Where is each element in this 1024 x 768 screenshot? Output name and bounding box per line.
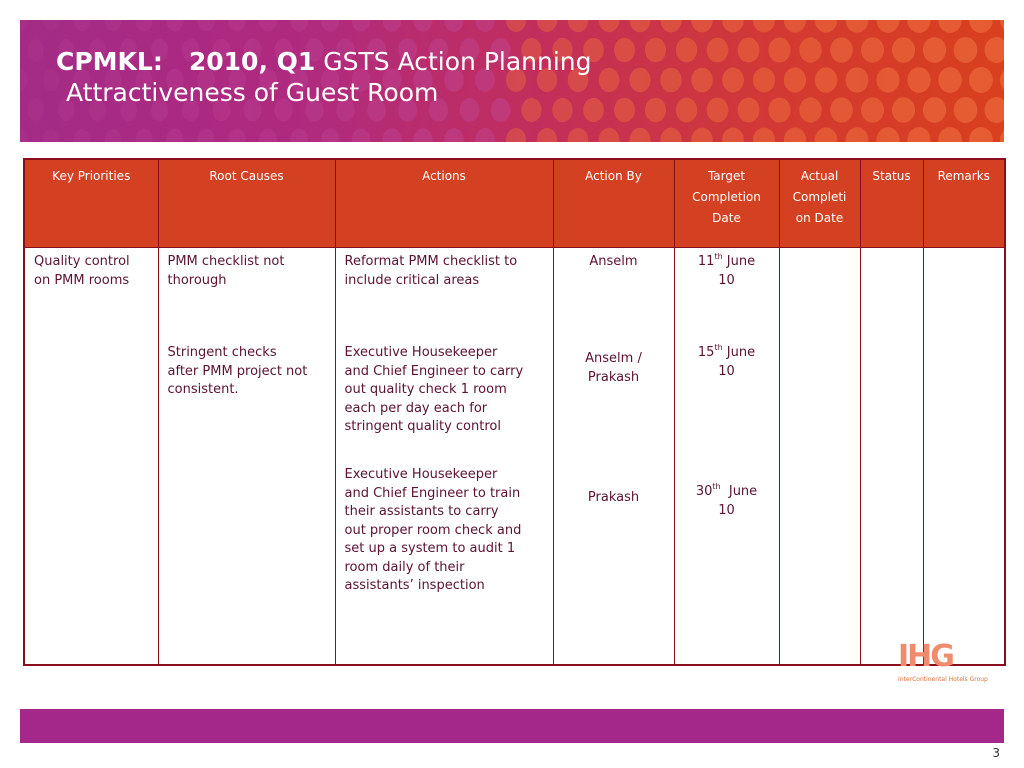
banner-oval bbox=[799, 97, 821, 122]
banner-oval bbox=[197, 20, 215, 31]
banner-oval bbox=[784, 67, 806, 92]
banner-oval bbox=[876, 127, 899, 142]
text-line: include critical areas bbox=[344, 272, 480, 288]
banner-oval bbox=[228, 20, 246, 31]
banner-oval bbox=[629, 68, 650, 93]
text-line: PMM checklist not bbox=[167, 254, 285, 269]
banner-oval bbox=[290, 20, 308, 32]
banner-oval bbox=[954, 97, 978, 123]
banner-oval bbox=[599, 128, 620, 142]
title-line-1 bbox=[56, 46, 592, 78]
banner-oval bbox=[815, 20, 838, 33]
banner-oval bbox=[475, 128, 495, 142]
banner-oval bbox=[738, 98, 760, 123]
banner-oval bbox=[413, 20, 432, 32]
banner-oval bbox=[768, 97, 790, 122]
banner-oval bbox=[753, 127, 775, 142]
date-year: 10 bbox=[718, 272, 735, 288]
banner-oval bbox=[768, 37, 790, 62]
banner-oval bbox=[27, 99, 43, 121]
banner-oval bbox=[352, 20, 371, 32]
header-target-line: Target bbox=[707, 169, 746, 183]
header-actual-line: Completi bbox=[792, 190, 847, 204]
banner-oval bbox=[599, 68, 620, 92]
banner-oval bbox=[892, 37, 915, 63]
banner-oval bbox=[660, 128, 681, 142]
date-suffix: th bbox=[714, 343, 723, 352]
banner-oval bbox=[830, 97, 853, 122]
banner-oval bbox=[259, 20, 277, 32]
cell-target-dates bbox=[674, 248, 779, 666]
action-by-1 bbox=[558, 253, 670, 272]
date-month: June bbox=[726, 345, 756, 360]
title-bold-2: 2010, Q1 bbox=[188, 47, 316, 76]
banner-oval bbox=[537, 128, 557, 142]
banner-oval bbox=[20, 20, 28, 31]
banner-oval bbox=[876, 67, 899, 93]
banner-oval bbox=[985, 37, 1004, 63]
title-normal: GSTS Action Planning bbox=[323, 47, 592, 76]
title-subtitle: Attractiveness of Guest Room bbox=[66, 78, 439, 107]
banner-oval bbox=[166, 129, 183, 142]
banner-oval bbox=[1000, 20, 1004, 33]
banner-oval bbox=[691, 128, 713, 142]
text-line: Executive Housekeeper bbox=[344, 467, 498, 482]
date-suffix: th bbox=[714, 252, 723, 261]
banner-oval bbox=[907, 20, 930, 33]
text-line: Anselm bbox=[589, 254, 638, 269]
header-action-by: Action By bbox=[553, 159, 674, 248]
key-priority-text bbox=[34, 253, 152, 290]
banner-oval bbox=[815, 127, 838, 142]
banner-oval bbox=[676, 98, 697, 123]
cell-root-causes bbox=[158, 248, 335, 666]
banner-oval bbox=[105, 20, 122, 31]
banner-oval bbox=[876, 20, 899, 33]
banner-oval bbox=[784, 20, 806, 33]
date-month: June bbox=[726, 254, 756, 269]
banner-oval bbox=[645, 38, 666, 63]
date-year: 10 bbox=[718, 363, 735, 379]
banner-oval bbox=[938, 20, 962, 33]
text-line: Prakash bbox=[587, 369, 640, 385]
banner-oval bbox=[506, 128, 526, 142]
banner-oval bbox=[74, 20, 91, 31]
banner-oval bbox=[707, 38, 729, 63]
date-year: 10 bbox=[718, 502, 735, 518]
banner-oval bbox=[938, 127, 962, 142]
banner-oval bbox=[691, 68, 713, 93]
banner-oval bbox=[938, 67, 962, 93]
header-root-causes: Root Causes bbox=[158, 159, 335, 248]
text-line: after PMM project not bbox=[167, 363, 308, 379]
table-header-row bbox=[24, 159, 1005, 248]
banner-oval bbox=[969, 67, 993, 93]
banner-oval bbox=[707, 98, 729, 123]
date-month: June bbox=[728, 484, 758, 499]
banner-oval bbox=[969, 20, 993, 33]
banner-oval bbox=[722, 68, 744, 93]
banner-oval bbox=[27, 39, 43, 61]
action-by-2 bbox=[558, 350, 670, 387]
banner-oval bbox=[537, 20, 557, 32]
banner-oval bbox=[722, 20, 744, 32]
banner-oval bbox=[135, 20, 152, 31]
cell-key-priority bbox=[24, 248, 158, 666]
header-target-completion bbox=[674, 159, 779, 248]
text-line: out proper room check and bbox=[344, 522, 522, 538]
text-line: Reformat PMM checklist to bbox=[344, 254, 518, 269]
banner-oval bbox=[907, 67, 930, 93]
banner-oval bbox=[799, 37, 821, 62]
banner-oval bbox=[629, 20, 650, 32]
banner-oval bbox=[614, 38, 635, 62]
banner-oval bbox=[784, 127, 806, 142]
banner-oval bbox=[382, 128, 401, 142]
ihg-logo bbox=[898, 639, 994, 686]
banner-oval bbox=[135, 129, 152, 142]
banner-oval bbox=[43, 129, 59, 142]
text-line: on PMM rooms bbox=[34, 272, 130, 288]
cell-status bbox=[860, 248, 923, 666]
footer-bar bbox=[20, 709, 1004, 743]
banner-oval bbox=[846, 127, 869, 142]
banner-oval bbox=[352, 128, 371, 142]
banner-oval bbox=[444, 128, 464, 142]
cell-action-by bbox=[553, 248, 674, 666]
banner-oval bbox=[691, 20, 713, 32]
text-line: Anselm / bbox=[585, 351, 642, 366]
page-number: 3 bbox=[992, 746, 1000, 760]
cell-actual-completion bbox=[779, 248, 860, 666]
banner-oval bbox=[506, 20, 526, 32]
text-line: and Chief Engineer to train bbox=[344, 485, 521, 501]
header-actions: Actions bbox=[335, 159, 553, 248]
banner-oval bbox=[861, 37, 884, 62]
banner-oval bbox=[1000, 67, 1004, 93]
banner-oval bbox=[923, 97, 946, 123]
text-line: thorough bbox=[167, 272, 227, 288]
title-bold-1: CPMKL: bbox=[56, 47, 163, 76]
target-date-3 bbox=[679, 483, 775, 520]
banner-oval bbox=[676, 38, 697, 63]
date-day: 30 bbox=[695, 484, 713, 499]
text-line: each per day each for bbox=[344, 400, 488, 416]
banner-oval bbox=[892, 97, 915, 123]
banner-oval bbox=[382, 20, 401, 32]
banner-oval bbox=[568, 128, 589, 142]
banner-oval bbox=[321, 128, 340, 142]
banner-oval bbox=[660, 20, 681, 32]
banner-oval bbox=[722, 128, 744, 142]
cell-actions bbox=[335, 248, 553, 666]
banner-oval bbox=[629, 128, 650, 142]
header-key-priorities: Key Priorities bbox=[24, 159, 158, 248]
banner-oval bbox=[321, 20, 340, 32]
banner-oval bbox=[985, 97, 1004, 123]
action-2 bbox=[345, 344, 547, 437]
date-day: 15 bbox=[697, 345, 715, 360]
text-line: room daily of their bbox=[344, 559, 465, 575]
text-line: out quality check 1 room bbox=[344, 382, 507, 397]
action-plan-table bbox=[23, 158, 1006, 666]
action-3 bbox=[345, 466, 547, 596]
text-line: assistants’ inspection bbox=[344, 578, 485, 593]
banner-oval bbox=[105, 129, 122, 142]
header-target-line: Completion bbox=[692, 190, 761, 204]
banner-oval bbox=[20, 69, 28, 91]
banner-oval bbox=[290, 128, 308, 142]
banner-oval bbox=[954, 37, 978, 63]
banner-oval bbox=[444, 20, 464, 32]
header-actual-completion bbox=[779, 159, 860, 248]
header-actual-line: Actual bbox=[800, 169, 839, 183]
cell-remarks bbox=[923, 248, 1005, 666]
banner-oval bbox=[74, 129, 91, 142]
date-suffix: th bbox=[712, 482, 721, 491]
text-line: set up a system to audit 1 bbox=[344, 541, 516, 556]
ihg-logo-mark: IHG bbox=[898, 639, 953, 674]
banner-oval bbox=[815, 67, 838, 92]
table-row bbox=[24, 248, 1005, 666]
root-cause-2 bbox=[168, 344, 329, 400]
banner-oval bbox=[197, 129, 215, 142]
banner-oval bbox=[614, 98, 635, 122]
text-line: Quality control bbox=[34, 254, 130, 269]
banner-oval bbox=[907, 127, 930, 142]
banner-oval bbox=[1000, 127, 1004, 142]
banner-oval bbox=[738, 38, 760, 63]
header-remarks: Remarks bbox=[923, 159, 1005, 248]
banner-oval bbox=[43, 20, 59, 31]
banner-oval bbox=[830, 37, 853, 62]
banner-oval bbox=[660, 68, 681, 93]
banner-oval bbox=[846, 67, 869, 92]
banner-oval bbox=[475, 20, 495, 32]
banner-oval bbox=[645, 98, 666, 123]
text-line: consistent. bbox=[167, 382, 239, 397]
banner-oval bbox=[166, 20, 183, 31]
text-line: stringent quality control bbox=[344, 419, 501, 434]
banner-oval bbox=[846, 20, 869, 33]
banner-oval bbox=[969, 127, 993, 142]
date-day: 11 bbox=[697, 254, 715, 269]
text-line: their assistants to carry bbox=[344, 504, 499, 519]
banner-oval bbox=[568, 20, 589, 32]
text-line: Prakash bbox=[587, 490, 640, 505]
banner-oval bbox=[259, 128, 277, 142]
banner-oval bbox=[599, 20, 620, 32]
slide-title bbox=[56, 46, 592, 108]
action-1 bbox=[345, 253, 547, 290]
text-line: and Chief Engineer to carry bbox=[344, 363, 524, 379]
banner-oval bbox=[753, 20, 775, 33]
target-date-2 bbox=[679, 344, 775, 381]
banner-oval bbox=[923, 37, 946, 63]
text-line: Stringent checks bbox=[167, 345, 277, 360]
action-by-3 bbox=[558, 489, 670, 508]
ihg-logo-company: InterContinental Hotels Group bbox=[898, 676, 988, 683]
banner-oval bbox=[861, 97, 884, 122]
header-status: Status bbox=[860, 159, 923, 248]
header-actual-line: on Date bbox=[795, 211, 844, 225]
target-date-1 bbox=[679, 253, 775, 290]
banner-oval bbox=[413, 128, 432, 142]
banner-oval bbox=[753, 67, 775, 92]
banner-oval bbox=[228, 129, 246, 142]
banner-oval bbox=[20, 129, 28, 142]
text-line: Executive Housekeeper bbox=[344, 345, 498, 360]
root-cause-1 bbox=[168, 253, 329, 290]
header-target-line: Date bbox=[712, 211, 741, 225]
